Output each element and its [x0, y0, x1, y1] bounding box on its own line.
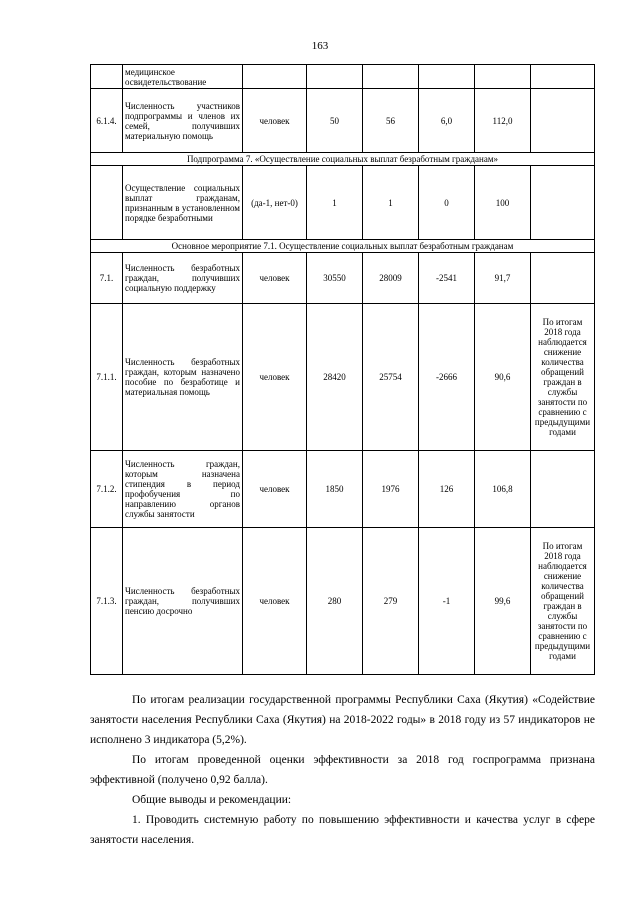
indicator-name: медицинское освидетельствование	[123, 65, 243, 89]
deviation-value: -1	[419, 528, 475, 675]
actual-value: 28009	[363, 253, 419, 304]
comment-cell	[531, 451, 595, 528]
indicators-table	[90, 64, 595, 675]
indicator-name: Численность безработных граждан, получивших пенсию досрочно	[123, 528, 243, 675]
table-row	[91, 166, 595, 240]
row-number	[91, 65, 123, 89]
deviation-value: 6,0	[419, 89, 475, 153]
indicator-name: Численность участников подпрограммы и членов их семей, получивших материальную помощь	[123, 89, 243, 153]
row-number	[91, 166, 123, 240]
table-row	[91, 65, 595, 89]
page-number: 163	[311, 40, 329, 52]
unit-cell: человек	[243, 89, 307, 153]
plan-value: 50	[307, 89, 363, 153]
deviation-value: -2666	[419, 304, 475, 451]
percent-value: 100	[475, 166, 531, 240]
deviation-value: -2541	[419, 253, 475, 304]
table-row	[91, 253, 595, 304]
conclusions-text	[90, 690, 595, 850]
comment-cell	[531, 65, 595, 89]
unit-cell: человек	[243, 528, 307, 675]
paragraph-evaluation: По итогам проведенной оценки эффективности за 2018 год госпрограмма признана эффективной (получено 0,92 балла).	[90, 754, 595, 786]
section-title: Основное мероприятие 7.1. Осуществление социальных выплат безработным гражданам	[91, 240, 595, 253]
plan-value: 280	[307, 528, 363, 675]
plan-value: 1850	[307, 451, 363, 528]
unit-cell: человек	[243, 253, 307, 304]
paragraph-summary: По итогам реализации государственной программы Республики Саха (Якутия) «Содействие занятости населения Республики Саха (Якутия) на 2018-2022 годы» в 2018 году из 57 индикаторов не исполнено 3 индикатора (5,2%).	[90, 694, 595, 746]
section-title: Подпрограмма 7. «Осуществление социальных выплат безработным гражданам»	[91, 153, 595, 166]
actual-value: 25754	[363, 304, 419, 451]
percent-value: 106,8	[475, 451, 531, 528]
table-section-row	[91, 240, 595, 253]
paragraph-recommendation: 1. Проводить системную работу по повышению эффективности и качества услуг в сфере занятости населения.	[90, 814, 595, 846]
row-number: 7.1.2.	[91, 451, 123, 528]
comment-cell	[531, 89, 595, 153]
unit-cell: (да-1, нет-0)	[243, 166, 307, 240]
actual-value: 279	[363, 528, 419, 675]
percent-value: 112,0	[475, 89, 531, 153]
plan-value: 1	[307, 166, 363, 240]
row-number: 7.1.3.	[91, 528, 123, 675]
actual-value: 1976	[363, 451, 419, 528]
plan-value	[307, 65, 363, 89]
paragraph-heading: Общие выводы и рекомендации:	[132, 794, 292, 806]
row-number: 7.1.1.	[91, 304, 123, 451]
comment-cell: По итогам 2018 года наблюдается снижение количества обращений граждан в службы занятости по сравнению с предыдущими годами	[531, 528, 595, 675]
comment-cell: По итогам 2018 года наблюдается снижение количества обращений граждан в службы занятости по сравнению с предыдущими годами	[531, 304, 595, 451]
comment-cell	[531, 253, 595, 304]
table-row	[91, 451, 595, 528]
percent-value: 91,7	[475, 253, 531, 304]
indicator-name: Численность безработных граждан, которым назначено пособие по безработице и материальная помощь	[123, 304, 243, 451]
table-row	[91, 89, 595, 153]
unit-cell	[243, 65, 307, 89]
row-number: 7.1.	[91, 253, 123, 304]
actual-value: 1	[363, 166, 419, 240]
deviation-value: 0	[419, 166, 475, 240]
indicator-name: Численность граждан, которым назначена стипендия в период профобучения по направлению органов службы занятости	[123, 451, 243, 528]
indicator-name: Численность безработных граждан, получивших социальную поддержку	[123, 253, 243, 304]
plan-value: 28420	[307, 304, 363, 451]
row-number: 6.1.4.	[91, 89, 123, 153]
table-row	[91, 528, 595, 675]
percent-value: 99,6	[475, 528, 531, 675]
table-section-row	[91, 153, 595, 166]
percent-value: 90,6	[475, 304, 531, 451]
comment-cell	[531, 166, 595, 240]
percent-value	[475, 65, 531, 89]
indicator-name: Осуществление социальных выплат гражданам, признанным в установленном порядке безработными	[123, 166, 243, 240]
deviation-value	[419, 65, 475, 89]
unit-cell: человек	[243, 451, 307, 528]
actual-value: 56	[363, 89, 419, 153]
deviation-value: 126	[419, 451, 475, 528]
table-row	[91, 304, 595, 451]
plan-value: 30550	[307, 253, 363, 304]
actual-value	[363, 65, 419, 89]
unit-cell: человек	[243, 304, 307, 451]
